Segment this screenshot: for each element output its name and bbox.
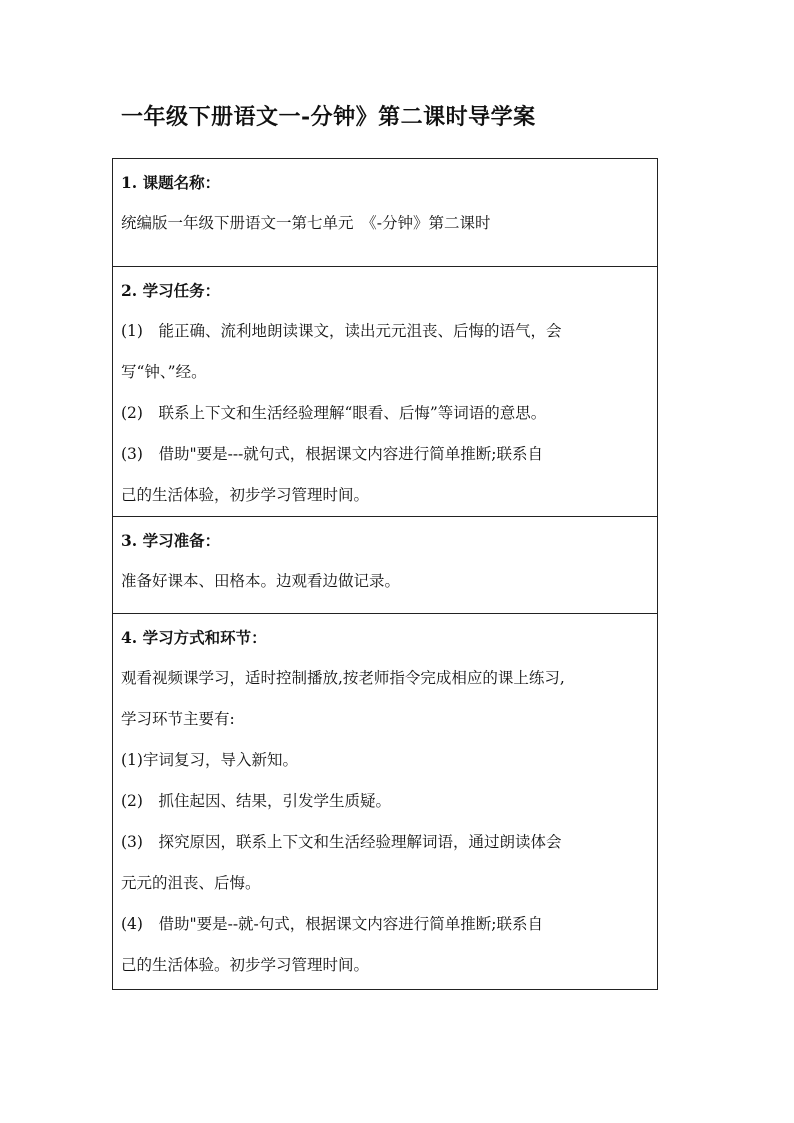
section-line: (2) 联系上下文和生活经验理解“眼看、后悔”等词语的意思。 [121,404,547,422]
section-heading: 3. 学习准备： [121,531,221,550]
section-heading: 2. 学习任务： [121,281,221,300]
section-line: (2) 抓住起因、结果，引发学生质疑。 [121,792,391,810]
section-learning-tasks [113,267,657,517]
section-line: 己的生活体验，初步学习管理时间。 [121,486,370,504]
lesson-table [112,158,658,990]
section-line: 学习环节主要有: [121,710,235,728]
section-line: (1)宇词复习，导入新知。 [121,751,298,769]
section-line: 元元的沮丧、后悔。 [121,874,261,892]
page-title: 一年级下册语文一-分钟》第二课时导学案 [121,104,536,130]
section-preparation [113,517,657,614]
section-line: (4) 借助"要是--就-句式，根据课文内容进行简单推断;联系自 [121,915,544,933]
section-line: (3) 探究原因，联系上下文和生活经验理解词语，通过朗读体会 [121,833,562,851]
section-line: 己的生活体验。初步学习管理时间。 [121,956,370,974]
section-line: (1) 能正确、流利地朗读课文，读出元元沮丧、后悔的语气，会 [121,322,562,340]
section-line: 准备好课本、田格本。边观看边做记录。 [121,572,401,590]
section-methods-steps [113,614,657,990]
section-line: (3) 借助"要是---就句式，根据课文内容进行简单推断;联系自 [121,445,544,463]
section-heading: 4. 学习方式和环节： [121,628,267,647]
section-topic-name [113,159,657,267]
section-line: 观看视频课学习，适时控制播放,按老师指令完成相应的课上练习, [121,669,565,687]
section-line: 写“钟、”经。 [121,363,207,381]
section-line: 统编版一年级下册语文一第七单元 《-分钟》第二课时 [121,214,491,232]
section-heading: 1. 课题名称： [121,173,221,192]
